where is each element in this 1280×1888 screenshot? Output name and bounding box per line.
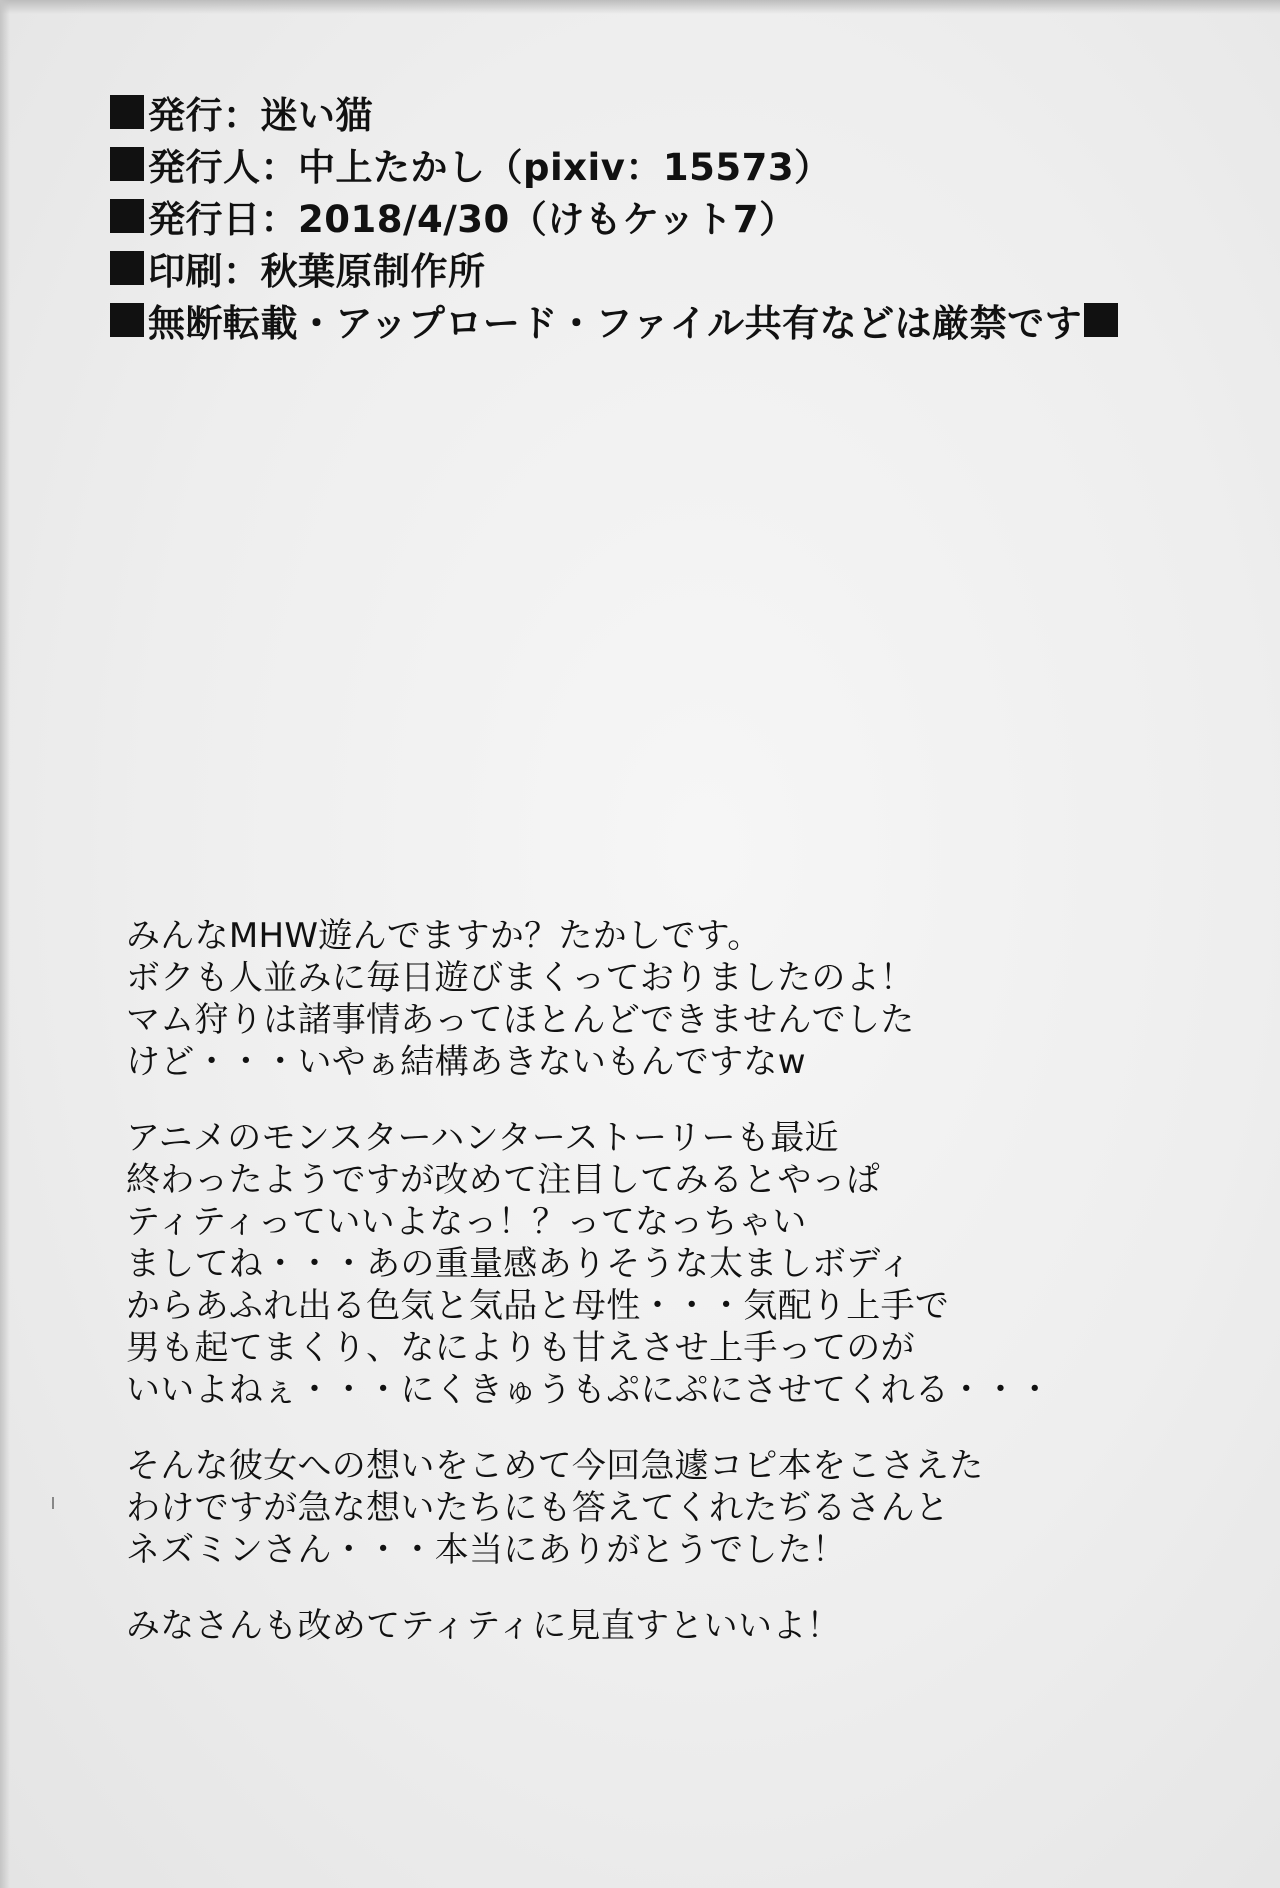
afterword-paragraph — [126, 915, 1206, 1083]
colophon-notice-line — [110, 294, 1230, 346]
scan-speck — [52, 1497, 54, 1509]
afterword-line: ましてね・・・あの重量感ありそうな太ましボディ — [126, 1244, 913, 1284]
colophon-printer: 印刷：秋葉原制作所 — [148, 250, 486, 293]
black-square-bullet-icon — [110, 251, 144, 285]
afterword-line: ネズミンさん・・・本当にありがとうでした！ — [126, 1530, 847, 1570]
colophon-publisher: 発行：迷い猫 — [148, 94, 373, 137]
colophon-author-line — [110, 138, 1230, 190]
afterword-paragraph — [126, 1445, 1206, 1571]
afterword-line: けど・・・いやぁ結構あきないもんですなw — [126, 1042, 806, 1082]
afterword-line: いいよねぇ・・・にくきゅうもぷにぷにさせてくれる・・・ — [126, 1370, 1053, 1410]
colophon-notice: 無断転載・アップロード・ファイル共有などは厳禁です — [148, 302, 1083, 345]
scan-shadow-top — [0, 0, 1280, 14]
afterword-line: アニメのモンスターハンターストーリーも最近 — [126, 1118, 839, 1158]
afterword-paragraph — [126, 1605, 1206, 1647]
afterword-line: からあふれ出る色気と気品と母性・・・気配り上手で — [126, 1286, 950, 1326]
black-square-bullet-icon — [110, 199, 144, 233]
black-square-bullet-icon — [110, 147, 144, 181]
afterword-paragraph — [126, 1117, 1206, 1411]
afterword-line: マム狩りは諸事情あってほとんどできませんでした — [126, 1000, 915, 1040]
afterword-line: ボクも人並みに毎日遊びまくっておりましたのよ！ — [126, 958, 915, 998]
afterword-line: わけですが急な想いたちにも答えてくれたぢるさんと — [126, 1488, 950, 1528]
afterword — [126, 915, 1206, 1681]
black-square-end-icon — [1084, 303, 1118, 337]
black-square-bullet-icon — [110, 95, 144, 129]
colophon-printer-line — [110, 242, 1230, 294]
afterword-line: みなさんも改めてティティに見直すといいよ！ — [126, 1606, 841, 1646]
afterword-line: そんな彼女への想いをこめて今回急遽コピ本をこさえた — [126, 1446, 984, 1486]
colophon-publisher-line — [110, 86, 1230, 138]
colophon-author: 発行人：中上たかし（pixiv：15573） — [148, 146, 832, 189]
colophon — [110, 86, 1230, 346]
afterword-line: 終わったようですが改めて注目してみるとやっぱ — [126, 1160, 881, 1200]
black-square-bullet-icon — [110, 303, 144, 337]
scan-shadow-left — [0, 0, 10, 1888]
afterword-line: 男も起てまくり、なによりも甘えさせ上手ってのが — [126, 1328, 915, 1368]
afterword-line: ティティっていいよなっ！？ってなっちゃい — [126, 1202, 807, 1242]
colophon-date: 発行日：2018/4/30（けもケット7） — [148, 198, 797, 241]
afterword-line: みんなMHW遊んでますか？たかしです。 — [126, 916, 762, 956]
colophon-date-line — [110, 190, 1230, 242]
